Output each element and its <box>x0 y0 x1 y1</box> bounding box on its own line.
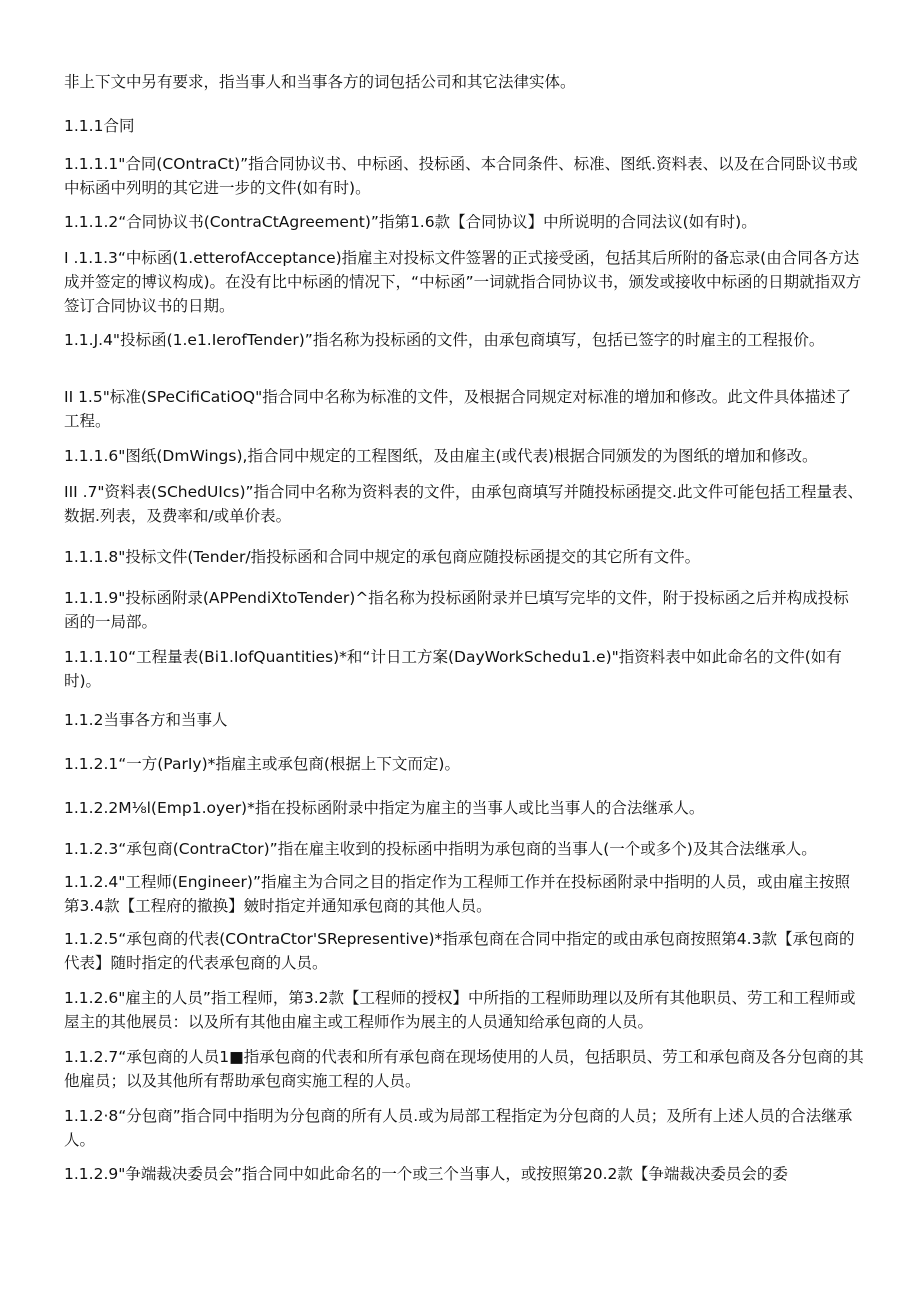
section-heading-1-1-2: 1.1.2当事各方和当事人 <box>64 711 228 729</box>
clause-1-1-1-9: 1.1.1.9"投标函附录(APPendiXtoTender)^指名称为投标函附录并巳填写完毕的文件，附于投标函之后并构成投标函的一局部。 <box>64 589 849 631</box>
clause-1-1-1-5: II 1.5"标准(SPeCifiCatiOQ"指合同中名称为标准的文件，及根据合同规定对标准的增加和修改。此文件具体描述了工程。 <box>64 388 852 430</box>
clause-1-1-2-4: 1.1.2.4"工程师(Engineer)”指雇主为合同之目的指定作为工程师工作并在投标函附录中指明的人员，或由雇主按照第3.4款【工程府的撤换】皴时指定并通知承包商的其他人员。 <box>64 873 851 915</box>
clause-1-1-2-3: 1.1.2.3“承包商(ContraCtor)”指在雇主收到的投标函中指明为承包商的当事人(一个或多个)及其合法继承人。 <box>64 840 817 858</box>
clause-1-1-2-6: 1.1.2.6"雇主的人员”指工程师，第3.2款【工程师的授权】中所指的工程师助理以及所有其他职员、劳工和工程师或屋主的其他展员：以及所有其他由雇主或工程师作为展主的人员通知给承包商的人员。 <box>64 989 856 1031</box>
section-heading-1-1-1: 1.1.1合同 <box>64 117 135 135</box>
intro-paragraph: 非上下文中另有要求，指当事人和当事各方的词包括公司和其它法律实体。 <box>64 73 576 91</box>
clause-1-1-2-5: 1.1.2.5“承包商的代表(COntraCtor'SRepresentive)*指承包商在合同中指定的或由承包商按照第4.3款【承包商的代表】随时指定的代表承包商的人员。 <box>64 930 855 972</box>
clause-1-1-2-9: 1.1.2.9"争端裁决委员会”指合同中如此命名的一个或三个当事人，或按照第20.2款【争端裁决委员会的委 <box>64 1165 788 1183</box>
clause-1-1-1-2: 1.1.1.2“合同协议书(ContraCtAgreement)”指第1.6款【合同协议】中所说明的合同法议(如有时)。 <box>64 213 757 231</box>
clause-1-1-1-8: 1.1.1.8"投标文件(Tender/指投标函和合同中规定的承包商应随投标函提交的其它所有文件。 <box>64 548 701 566</box>
clause-1-1-2-1: 1.1.2.1“一方(ParIy)*指雇主或承包商(根据上下文而定)。 <box>64 755 460 773</box>
clause-1-1-2-2: 1.1.2.2M⅛l(Emp1.oyer)*指在投标函附录中指定为雇主的当事人或比当事人的合法继承人。 <box>64 799 705 817</box>
clause-1-1-1-6: 1.1.1.6"图纸(DmWings),指合同中规定的工程图纸，及由雇主(或代表)根据合同颁发的为图纸的增加和修改。 <box>64 447 818 465</box>
clause-1-1-2-8: 1.1.2·8“分包商”指合同中指明为分包商的所有人员.或为局部工程指定为分包商的人员；及所有上述人员的合法继承人。 <box>64 1107 853 1149</box>
clause-1-1-1-7: III .7"资料表(SChedUIcs)”指合同中名称为资料表的文件，由承包商填写并随投标函提交.此文件可能包括工程量表、数据.列表，及费率和/或单价表。 <box>64 483 863 525</box>
clause-1-1-2-7: 1.1.2.7“承包商的人员1■指承包商的代表和所有承包商在现场使用的人员，包括职员、劳工和承包商及各分包商的其他雇员；以及其他所有帮助承包商实施工程的人员。 <box>64 1048 864 1090</box>
clause-1-1-1-3: I .1.1.3“中标函(1.etterofAcceptance)指雇主对投标文件签署的正式接受函，包括其后所附的备忘录(由合同各方达成并签定的博议构成)。在没有比中标函的情况下，“中标函”一词就指合同协议书，颁发或接收中标函的日期就指双方签订合同协议书的日期。 <box>64 249 862 315</box>
clause-1-1-1-4: 1.1.J.4"投标函(1.e1.IerofTender)”指名称为投标函的文件，由承包商填写，包括已签字的时雇主的工程报价。 <box>64 331 825 349</box>
clause-1-1-1-1: 1.1.1.1"合同(COntraCt)”指合同协议书、中标函、投标函、本合同条件、标准、图纸.资料表、以及在合同卧议书或中标函中列明的其它进一步的文件(如有时)。 <box>64 155 858 197</box>
clause-1-1-1-10: 1.1.1.10“工程量表(Bi1.IofQuantities)*和“计日工方案(DayWorkSchedu1.e)"指资料表中如此命名的文件(如有时)。 <box>64 648 842 690</box>
